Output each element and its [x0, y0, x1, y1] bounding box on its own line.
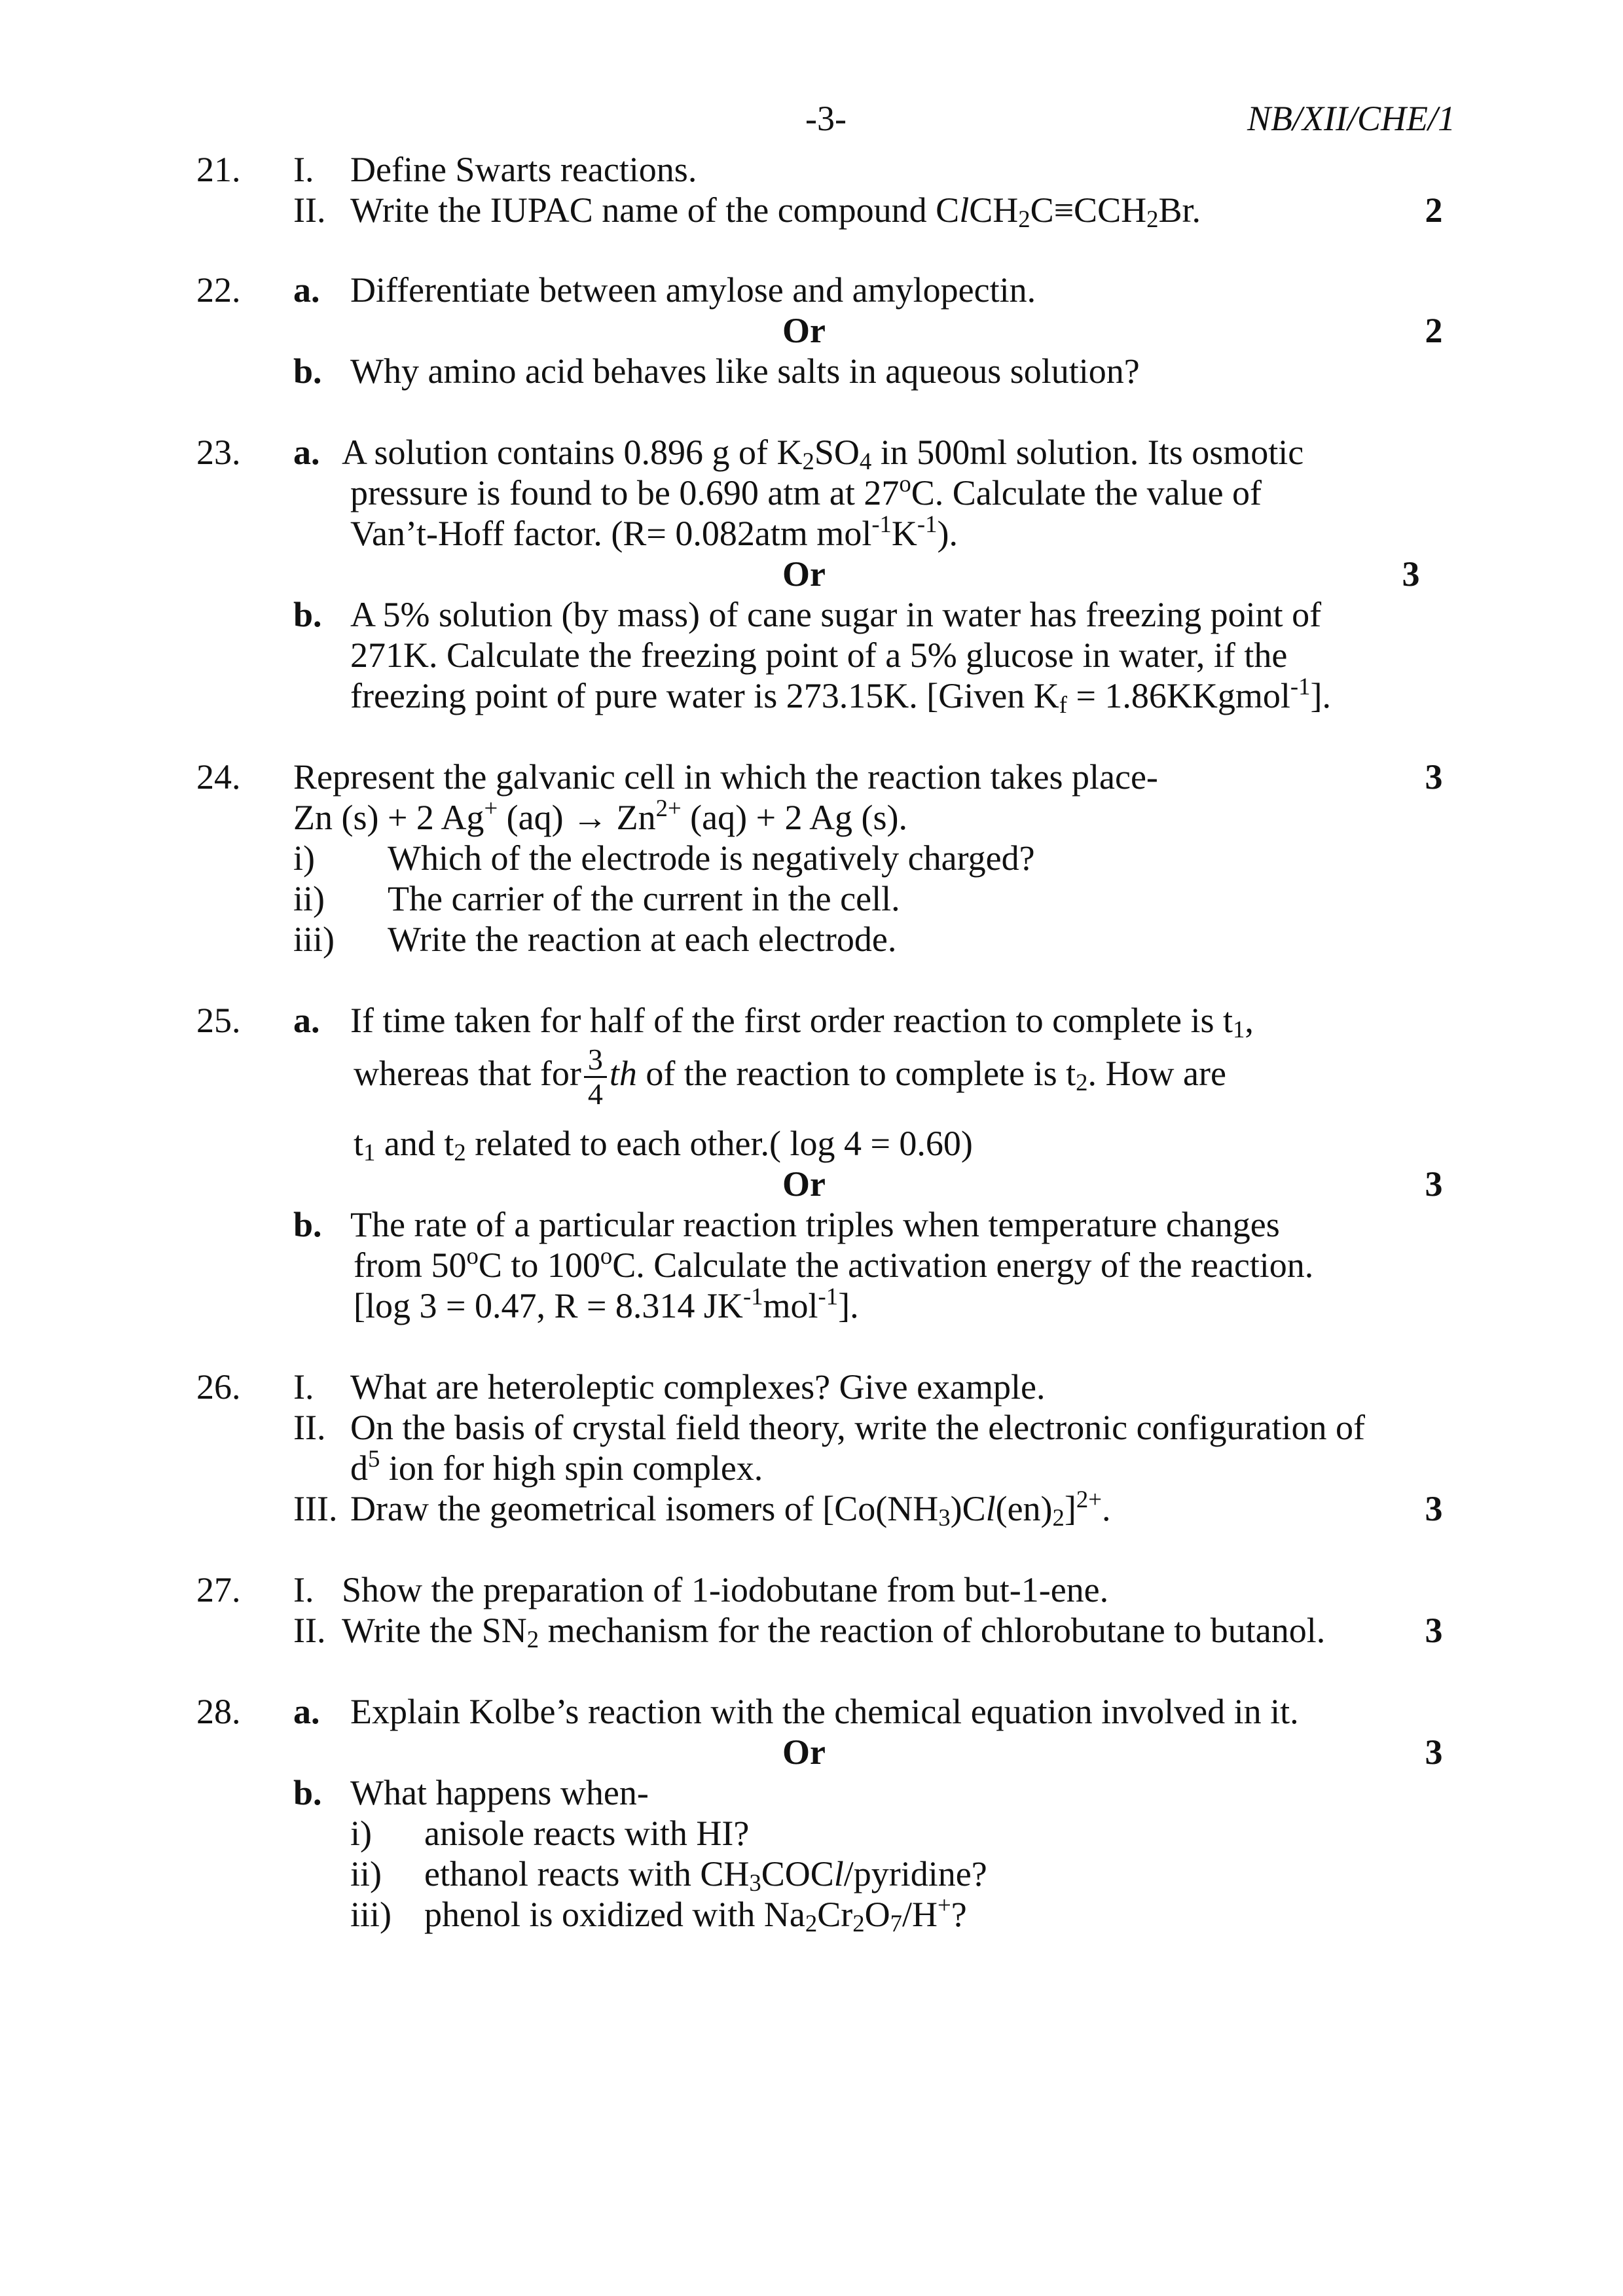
or-separator: Or [782, 311, 826, 350]
paper-code: NB/XII/CHE/1 [1247, 99, 1455, 138]
part-label: II. [293, 190, 326, 230]
part-label: ii) [293, 879, 325, 918]
marks: 3 [1425, 757, 1443, 797]
question-text: Write the $SN_2$ mechanism for the reaction of chlorobutane to butanol. [342, 1611, 1326, 1653]
part-label: i) [350, 1814, 372, 1853]
or-separator: Or [782, 554, 826, 594]
part-label: I. [293, 1570, 314, 1609]
question-text: anisole reacts with HI? [424, 1814, 750, 1853]
part-label: II. [293, 1611, 326, 1650]
part-label: b. [293, 1205, 322, 1244]
part-label: ii) [350, 1854, 382, 1893]
question-text: [log 3 = 0.47, R = 8.314 $JK^{-1}mol^{-1}$]. [354, 1282, 859, 1325]
question-text: Explain Kolbe’s reaction with the chemical equation involved in it. [350, 1692, 1299, 1731]
part-label: b. [293, 351, 322, 391]
question-number: 28. [196, 1692, 241, 1731]
question-text: Differentiate between amylose and amylopectin. [350, 270, 1036, 310]
question-number: 27. [196, 1570, 241, 1609]
marks: 2 [1425, 311, 1443, 350]
part-label: III. [293, 1489, 338, 1528]
question-text: On the basis of crystal field theory, write the electronic configuration of [350, 1408, 1365, 1447]
question-text: Show the preparation of 1-iodobutane from but-1-ene. [342, 1570, 1109, 1609]
part-label: i) [293, 838, 315, 878]
question-text: The rate of a particular reaction triples when temperature changes [350, 1205, 1280, 1244]
marks: 3 [1425, 1489, 1443, 1528]
question-text: The carrier of the current in the cell. [388, 879, 900, 918]
question-text: If time taken for half of the first order reaction to complete is $t_1$, [350, 1001, 1254, 1043]
or-separator: Or [782, 1164, 826, 1204]
question-text: A solution contains 0.896 g of $K_2SO_4$ in 500ml solution. Its osmotic [342, 433, 1304, 475]
part-label: b. [293, 595, 322, 634]
question-text: Represent the galvanic cell in which the reaction takes place- [293, 757, 1158, 797]
question-text: whereas that for $\frac{3}{4}$ th of the reaction to complete is $t_2$. How are [354, 1043, 1226, 1111]
question-number: 24. [196, 757, 241, 797]
question-text: phenol is oxidized with $Na_2Cr_2O_7/H^+$? [424, 1891, 967, 1937]
question-text: ethanol reacts with $CH_3COCl$/pyridine? [424, 1854, 987, 1897]
question-text: Why amino acid behaves like salts in aqueous solution? [350, 351, 1140, 391]
marks: 3 [1425, 1732, 1443, 1772]
question-text: from 50$^o$C to 100$^o$C. Calculate the activation energy of the reaction. [354, 1242, 1314, 1285]
question-number: 25. [196, 1001, 241, 1040]
part-label: b. [293, 1773, 322, 1812]
part-label: a. [293, 270, 320, 310]
question-text: Write the reaction at each electrode. [388, 920, 897, 959]
or-separator: Or [782, 1732, 826, 1772]
fraction: $\frac{3}{4}$ [584, 1043, 607, 1111]
question-number: 26. [196, 1367, 241, 1407]
question-text: Van’t-Hoff factor. (R= 0.082atm $mol^{-1}K^{-1}$). [350, 510, 958, 553]
part-label: a. [293, 433, 320, 472]
question-text: Draw the geometrical isomers of $[Co(NH_3)Cl(en)_2]^{2+}$. [350, 1485, 1111, 1532]
part-label: iii) [350, 1895, 392, 1934]
question-text: A 5% solution (by mass) of cane sugar in water has freezing point of [350, 595, 1322, 634]
part-label: II. [293, 1408, 326, 1447]
question-text: freezing point of pure water is 273.15K. [Given $K_f$ = 1.86KKgmol$^{-1}$]. [350, 672, 1331, 719]
question-text: Define Swarts reactions. [350, 150, 697, 189]
question-text: pressure is found to be 0.690 atm at 27$^o$C. Calculate the value of [350, 469, 1262, 512]
part-label: a. [293, 1001, 320, 1040]
reaction-equation: Zn (s) + 2 Ag+ $(aq) \to Zn^{2+}$ (aq) + 2 Ag (s). [293, 794, 908, 837]
marks: 3 [1402, 554, 1420, 594]
part-label: I. [293, 1367, 314, 1407]
question-text: What are heteroleptic complexes? Give example. [350, 1367, 1046, 1407]
question-number: 21. [196, 150, 241, 189]
part-label: a. [293, 1692, 320, 1731]
question-text: $t_1$ and $t_2$ related to each other.( log 4 = 0.60) [354, 1124, 973, 1166]
marks: 3 [1425, 1164, 1443, 1204]
question-text: Write the IUPAC name of the compound $ClCH_2C\equiv CCH_2Br$. [350, 190, 1201, 233]
part-label: iii) [293, 920, 335, 959]
question-text: 271K. Calculate the freezing point of a 5% glucose in water, if the [350, 636, 1288, 675]
part-label: I. [293, 150, 314, 189]
question-text: Which of the electrode is negatively charged? [388, 838, 1035, 878]
page-number: -3- [805, 99, 847, 138]
marks: 3 [1425, 1611, 1443, 1650]
marks: 2 [1425, 190, 1443, 230]
question-number: 23. [196, 433, 241, 472]
question-text: $d^5$ ion for high spin complex. [350, 1444, 763, 1488]
question-text: What happens when- [350, 1773, 649, 1812]
question-number: 22. [196, 270, 241, 310]
